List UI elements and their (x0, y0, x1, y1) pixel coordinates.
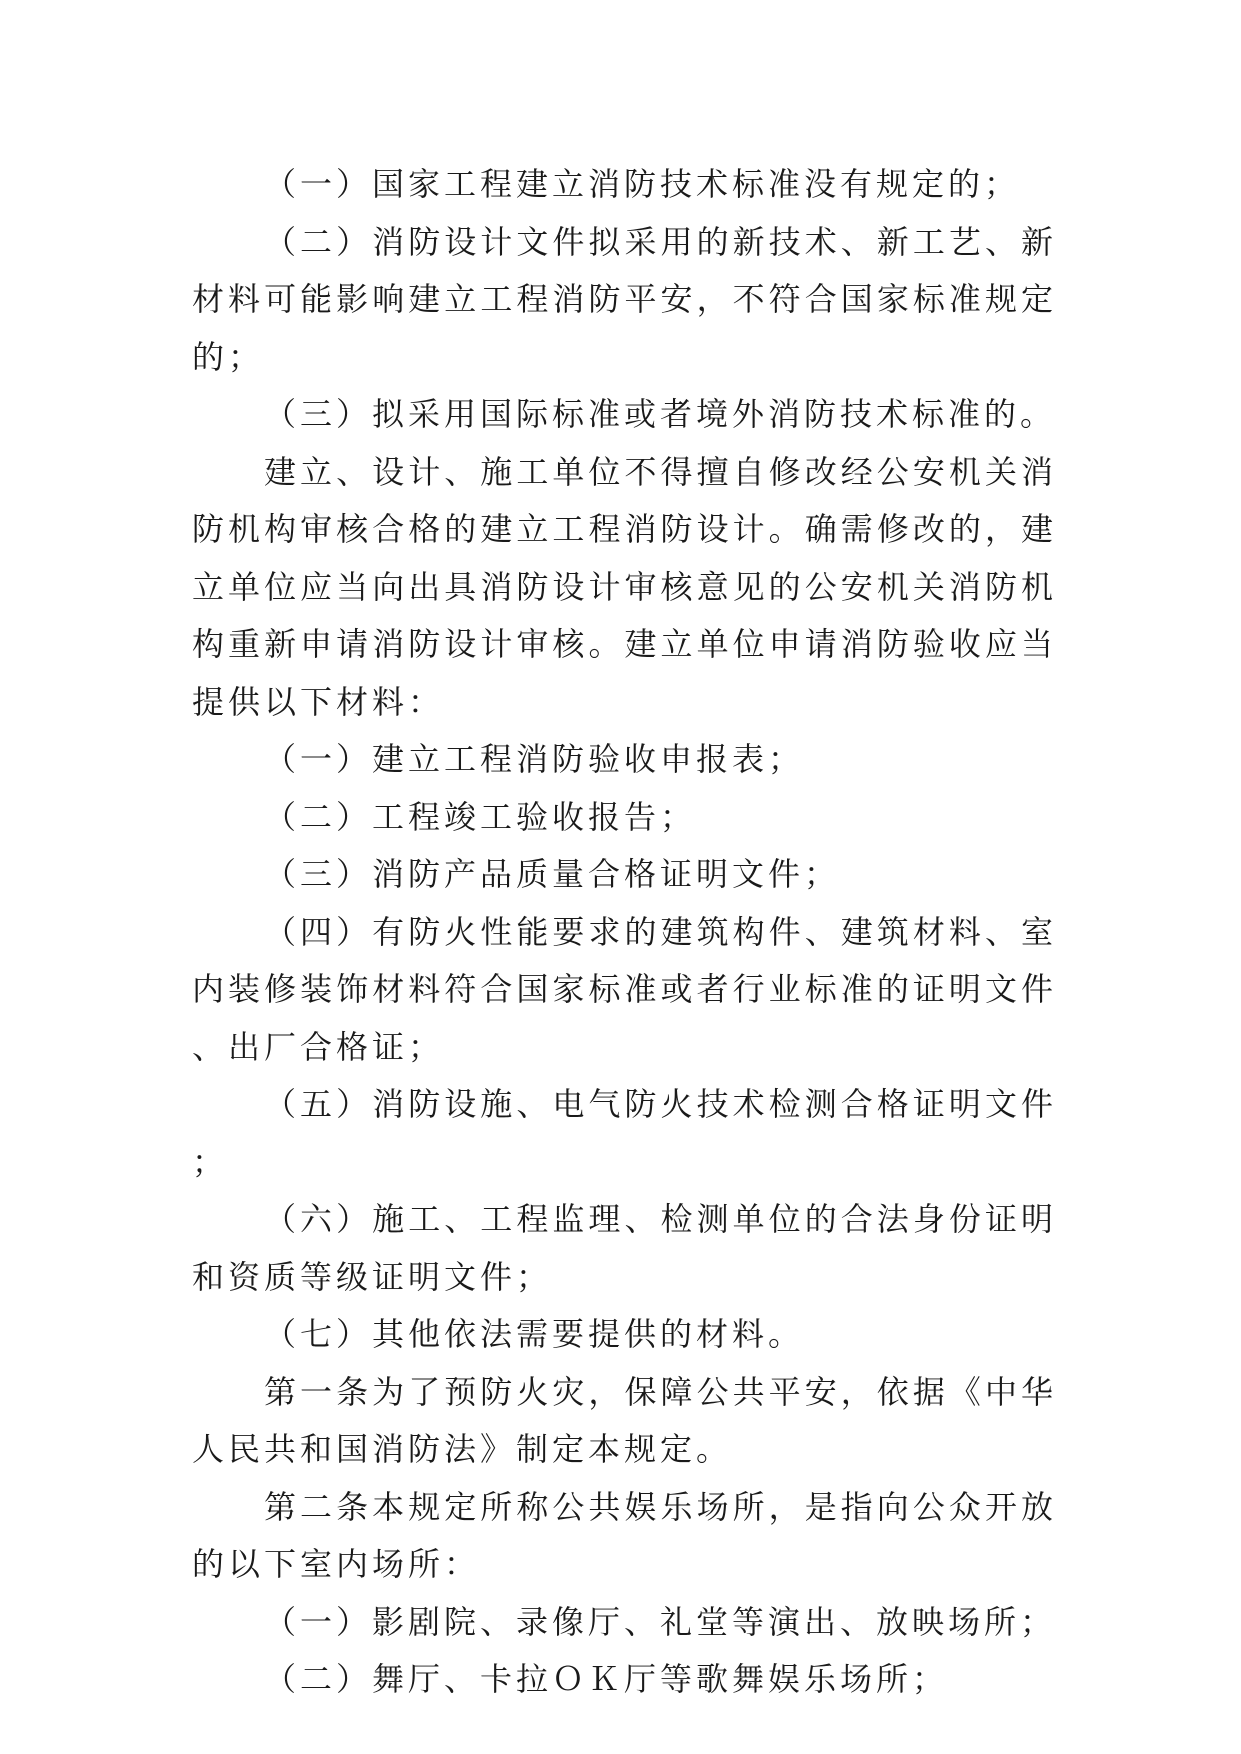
paragraph-9: （五）消防设施、电气防火技术检测合格证明文件； (192, 1085, 1057, 1181)
paragraph-14: （一）影剧院、录像厅、礼堂等演出、放映场所； (264, 1602, 1057, 1641)
paragraph-5: （一）建立工程消防验收申报表； (264, 740, 805, 778)
paragraph-11: （七）其他依法需要提供的材料。 (264, 1315, 805, 1353)
paragraph-2: （二）消防设计文件拟采用的新技术、新工艺、新材料可能影响建立工程消防平安，不符合国家标准规定的； (192, 222, 1057, 376)
paragraph-13: 第二条本规定所称公共娱乐场所，是指向公众开放的以下室内场所： (192, 1487, 1057, 1583)
paragraph-4: 建立、设计、施工单位不得擅自修改经公安机关消防机构审核合格的建立工程消防设计。确需修改的，建立单位应当向出具消防设计审核意见的公安机关消防机构重新申请消防设计审核。建立单位申请消防验收应当提供以下材料： (192, 452, 1057, 721)
document-body (192, 156, 1057, 1709)
paragraph-1: （一）国家工程建立消防技术标准没有规定的； (264, 165, 1021, 203)
paragraph-12: 第一条为了预防火灾，保障公共平安，依据《中华人民共和国消防法》制定本规定。 (192, 1372, 1057, 1468)
paragraph-7: （三）消防产品质量合格证明文件； (264, 855, 841, 893)
paragraph-3: （三）拟采用国际标准或者境外消防技术标准的。 (264, 395, 1057, 433)
paragraph-6: （二）工程竣工验收报告； (264, 797, 697, 836)
paragraph-10: （六）施工、工程监理、检测单位的合法身份证明和资质等级证明文件； (192, 1200, 1057, 1296)
paragraph-15: （二）舞厅、卡拉ＯＫ厅等歌舞娱乐场所； (264, 1660, 949, 1698)
paragraph-8: （四）有防火性能要求的建筑构件、建筑材料、室内装修装饰材料符合国家标准或者行业标准的证明文件、出厂合格证； (192, 912, 1057, 1066)
